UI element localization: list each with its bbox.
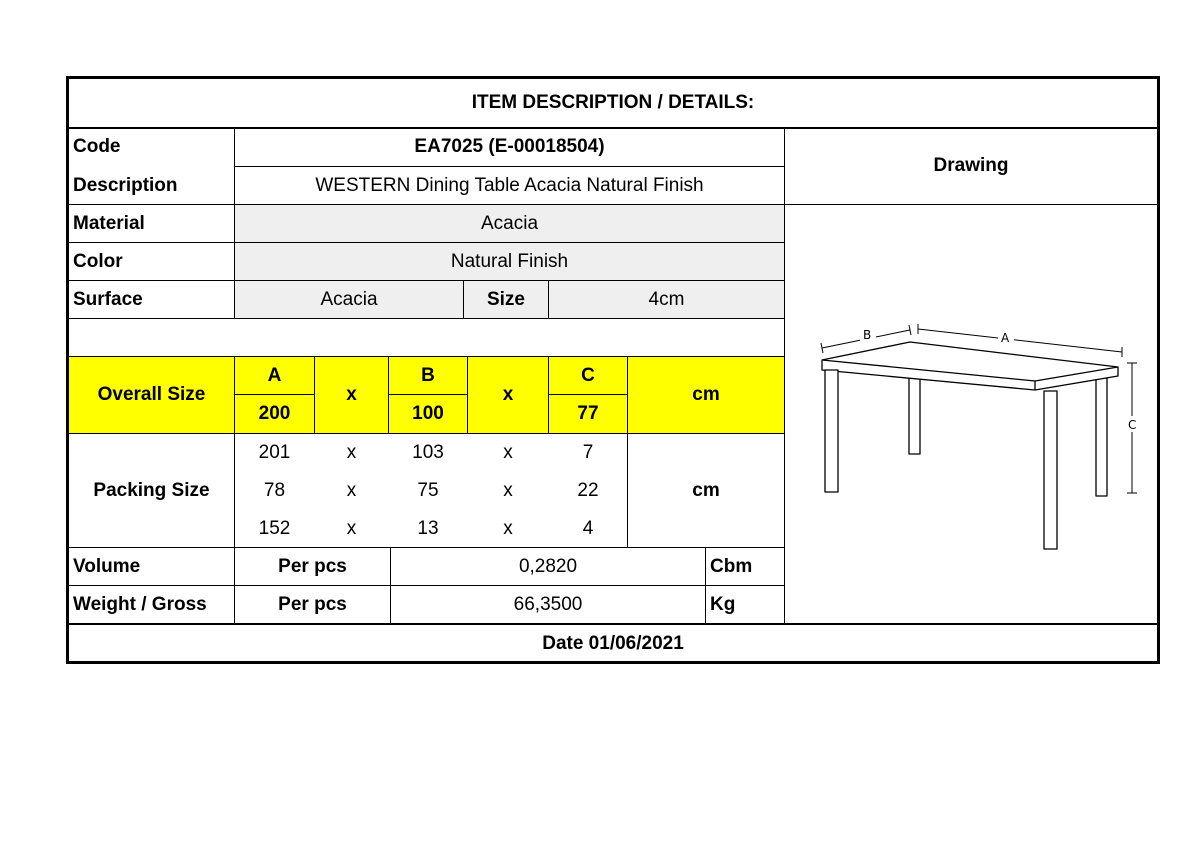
footer-date: Date 01/06/2021 — [542, 633, 684, 654]
overall-col-a: A — [267, 364, 282, 386]
packing-row-3-c: 4 — [582, 518, 594, 539]
packing-row-2-x2: x — [503, 480, 513, 501]
table-drawing — [810, 318, 1150, 568]
code-value: EA7025 (E-00018504) — [414, 136, 605, 157]
packing-row-2-c: 22 — [577, 480, 599, 501]
packing-row-1-a: 201 — [258, 442, 291, 463]
grid-line — [784, 356, 785, 434]
overall-unit: cm — [692, 384, 720, 405]
packing-row-2-a: 78 — [263, 480, 286, 501]
color-value: Natural Finish — [235, 243, 784, 280]
volume-per: Per pcs — [278, 555, 347, 577]
table-leg-back-left — [909, 374, 920, 454]
packing-row-3-x1: x — [346, 518, 357, 539]
surface-value: Acacia — [235, 281, 463, 318]
table-top — [822, 342, 1118, 390]
dimension-a-label: A — [1001, 331, 1010, 345]
overall-col-c: C — [581, 364, 595, 386]
drawing-header: Drawing — [933, 155, 1009, 176]
dimension-c-label: C — [1128, 418, 1137, 432]
code-label: Code — [73, 136, 121, 157]
volume-value: 0,2820 — [518, 555, 578, 577]
material-label: Material — [73, 212, 145, 234]
overall-x-1: x — [346, 384, 357, 405]
packing-row-1-b: 103 — [412, 442, 444, 463]
packing-row-1-c: 7 — [582, 442, 594, 463]
table-leg-front-left — [825, 370, 838, 492]
size-label: Size — [464, 281, 548, 318]
overall-b-value: 100 — [412, 403, 444, 424]
weight-label: Weight / Gross — [73, 593, 207, 615]
size-value: 4cm — [549, 281, 784, 318]
volume-label: Volume — [73, 555, 141, 577]
packing-row-1-x2: x — [503, 442, 513, 463]
grid-line — [69, 318, 784, 319]
color-label: Color — [73, 250, 123, 272]
weight-unit: Kg — [710, 593, 736, 615]
packing-row-1-x1: x — [346, 442, 357, 463]
sheet-title: ITEM DESCRIPTION / DETAILS: — [471, 92, 755, 113]
packing-row-2-x1: x — [346, 480, 357, 501]
overall-x-2: x — [502, 384, 514, 405]
weight-per: Per pcs — [278, 593, 347, 615]
table-leg-front-right — [1044, 391, 1057, 549]
packing-row-3-b: 13 — [417, 518, 439, 539]
description-label: Description — [73, 174, 178, 196]
overall-col-b: B — [421, 364, 435, 386]
dimension-b-label: B — [863, 328, 872, 342]
volume-unit: Cbm — [710, 555, 753, 577]
packing-row-3-x2: x — [503, 518, 513, 539]
packing-row-2-b: 75 — [417, 480, 439, 501]
overall-c-value: 77 — [577, 403, 599, 424]
overall-size-label: Overall Size — [97, 384, 206, 405]
packing-row-3-a: 152 — [258, 518, 291, 539]
surface-label: Surface — [73, 288, 143, 310]
material-value: Acacia — [235, 205, 784, 242]
packing-unit: cm — [692, 479, 720, 501]
table-leg-back-right — [1096, 378, 1107, 496]
overall-a-value: 200 — [258, 403, 291, 424]
packing-size-label: Packing Size — [93, 479, 210, 501]
weight-value: 66,3500 — [513, 593, 583, 615]
description-value: WESTERN Dining Table Acacia Natural Finish — [315, 174, 704, 196]
